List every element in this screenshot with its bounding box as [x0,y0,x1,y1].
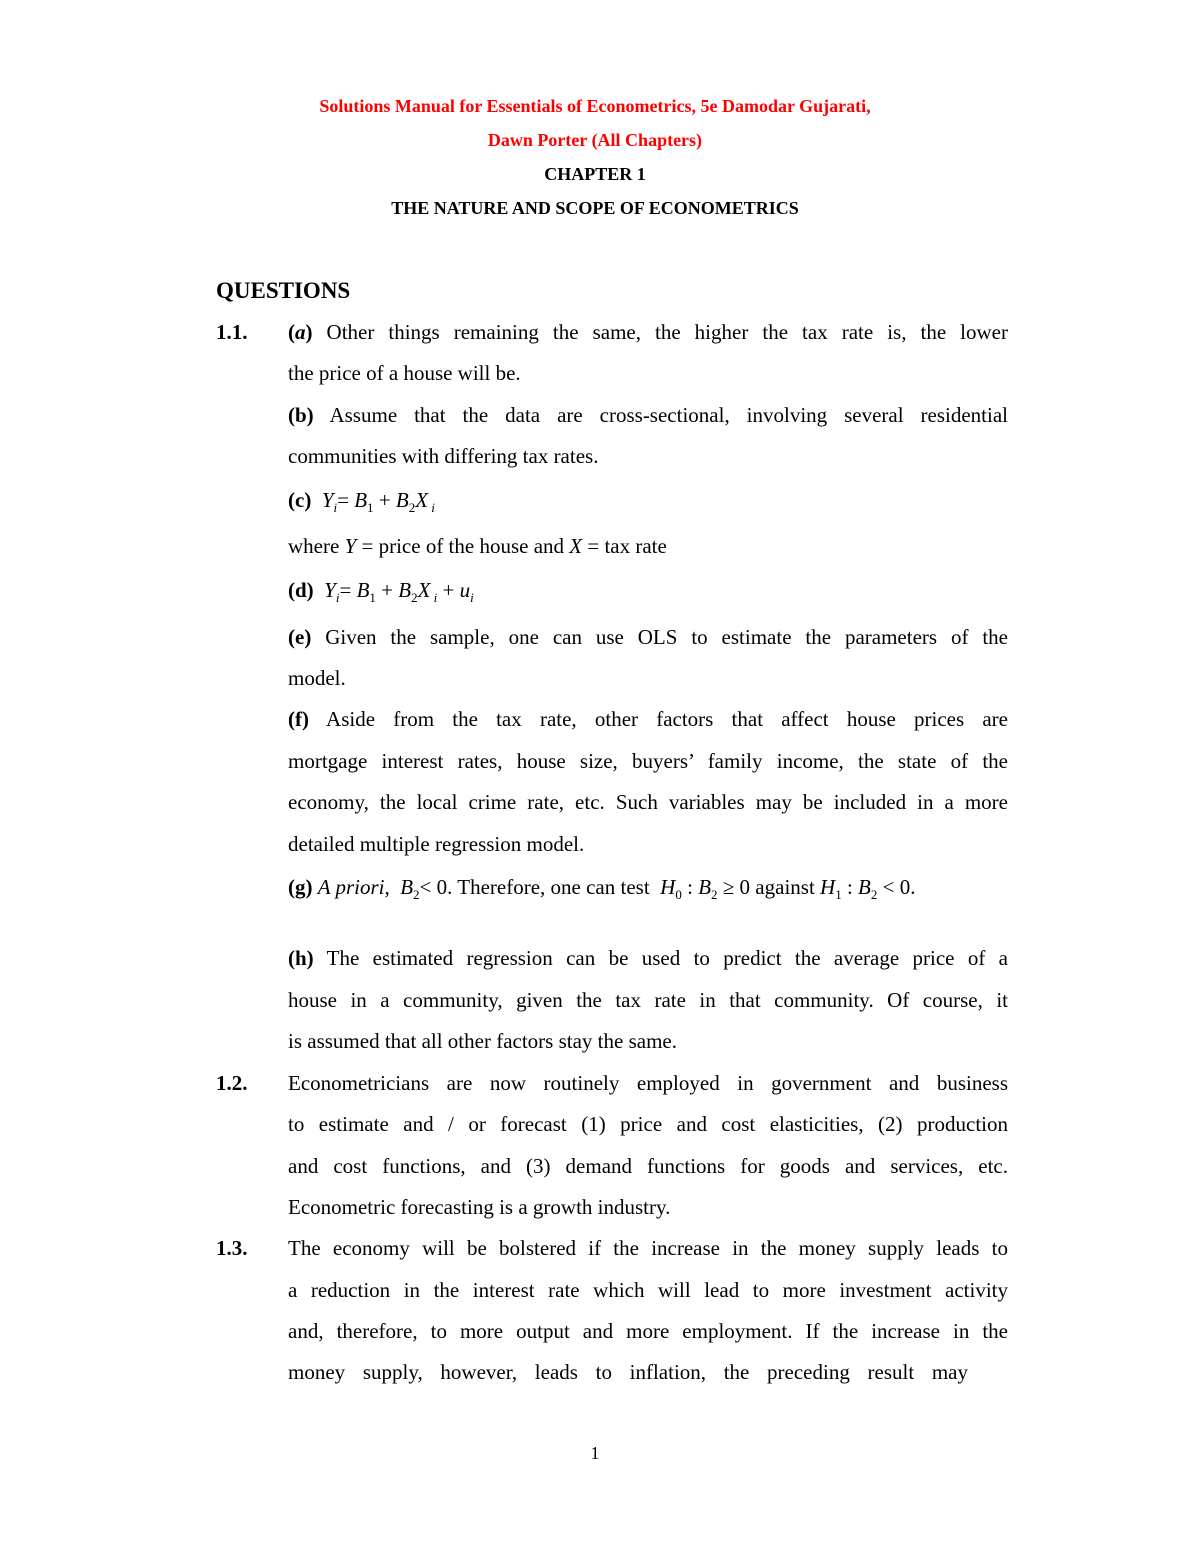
q1-1-b-label: (b) [288,403,314,427]
q1-2-line-1: Econometricians are now routinely employed in government and business [288,1071,1008,1095]
q1-1-h-text-1: The estimated regression can be used to predict the average price of a [326,946,1008,970]
title-line-1: Solutions Manual for Essentials of Econometrics, 5e Damodar Gujarati, [319,96,871,116]
q1-3-line-2: a reduction in the interest rate which will lead to more investment activity [288,1278,1008,1302]
q1-2-line-2: to estimate and / or forecast (1) price and cost elasticities, (2) production [288,1112,1008,1136]
title-line-2: Dawn Porter (All Chapters) [487,130,703,150]
q1-1-f-line-2: mortgage interest rates, house size, buyers’ family income, the state of the [288,749,1008,773]
q1-1-f-line-3: economy, the local crime rate, etc. Such variables may be included in a more [288,790,1008,814]
page-number: 1 [590,1443,600,1463]
chapter-number: CHAPTER 1 [544,164,646,184]
q1-1-h-line-3: is assumed that all other factors stay the same. [288,1029,677,1053]
q1-1-g-text: Therefore, one can test [457,875,650,899]
q1-1-e-text-1: Given the sample, one can use OLS to estimate the parameters of the [325,625,1009,649]
q1-1-c-where: where [288,534,340,558]
q1-3-line-4: money supply, however, leads to inflation, the preceding result may [288,1360,968,1384]
q1-1-g-label: (g) [288,875,313,899]
chapter-title: THE NATURE AND SCOPE OF ECONOMETRICS [391,198,799,218]
q1-3-line-3: and, therefore, to more output and more employment. If the increase in the [288,1319,1008,1343]
q1-1-c-definition [288,534,1008,558]
q1-1-a-text-1: Other things remaining the same, the higher the tax rate is, the lower [326,320,1008,344]
q1-1-a-line-1: (a) Other things remaining the same, the higher the tax rate is, the lower [288,320,1008,344]
q1-1-f-label: (f) [288,707,309,731]
q1-1-c-equation: (c) $Y_i= B_1 + B_2X$ $_i$ [288,488,435,516]
q1-3-line-1: The economy will be bolstered if the increase in the money supply leads to [288,1236,1008,1260]
q1-1-c-label: (c) [288,488,312,512]
q1-1-b-line-1 [288,403,1008,427]
q1-1-c-y-symbol: Y [344,534,357,558]
q1-1-c-y-definition: = price of the house and [361,534,565,558]
q1-1-c-x-definition: = tax rate [587,534,667,558]
question-number-1-3: 1.3. [216,1236,248,1260]
q1-1-c-x-symbol: X [569,534,583,558]
q1-1-d-equation: (d) $Y_i= B_1 + B_2X$ $_i + u_i$ [288,578,474,606]
q1-1-a-line-2: the price of a house will be. [288,361,521,385]
q1-1-g-against: against [755,875,815,899]
question-number-1-2: 1.2. [216,1071,248,1095]
q1-1-b-line-2: communities with differing tax rates. [288,444,599,468]
q1-1-h-label: (h) [288,946,314,970]
q1-1-g-line: (g) A priori, $B_2< 0$. Therefore, one can test $H_0$ : $B_2 \ge 0$ against $H_1$ : $B_2 < 0$. [288,875,916,903]
q1-1-b-text-1: Assume that the data are cross-sectional, involving several residential [329,403,1008,427]
q1-1-f-line-4: detailed multiple regression model. [288,832,585,856]
questions-heading: QUESTIONS [216,278,351,303]
q1-1-g-apriori: A priori [317,875,385,899]
q1-1-f-text-1: Aside from the tax rate, other factors that affect house prices are [326,707,1008,731]
q1-1-e-line-1 [288,625,1008,649]
question-number-1-1: 1.1. [216,320,248,344]
q1-1-h-line-2: house in a community, given the tax rate in that community. Of course, it [288,988,1008,1012]
q1-2-line-3: and cost functions, and (3) demand functions for goods and services, etc. [288,1154,1008,1178]
q1-1-d-label: (d) [288,578,314,602]
q1-1-e-label: (e) [288,625,312,649]
q1-1-e-line-2: model. [288,666,346,690]
q1-1-h-line-1 [288,946,1008,970]
q1-1-f-line-1 [288,707,1008,731]
q1-2-line-4: Econometric forecasting is a growth industry. [288,1195,671,1219]
q1-1-a-label: a [295,320,306,344]
